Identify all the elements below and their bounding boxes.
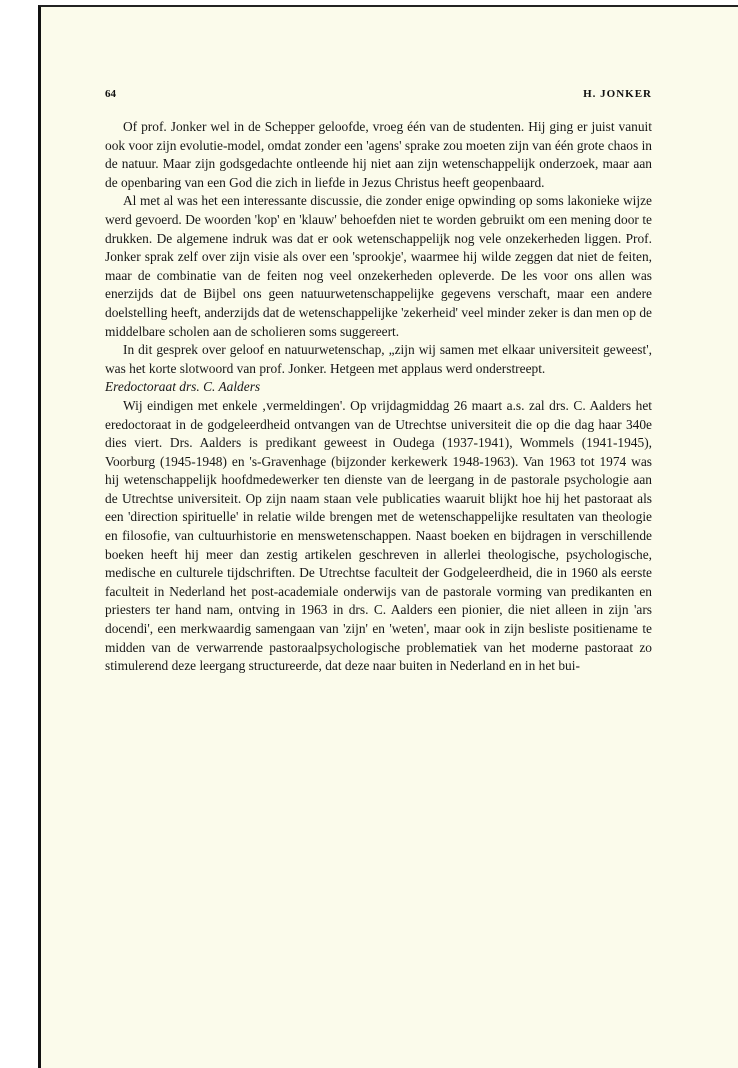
running-head: H. JONKER xyxy=(583,88,652,100)
paragraph-discussie: Al met al was het een interessante discussie, die zonder enige opwinding op soms lakonieke wijze werd gevoerd. De woorden 'kop' en 'klauw' behoefden niet te worden gebruikt om een mening door te drukken. De algemene indruk was dat er ook wetenschappelijk nog vele onzekerheden liggen. Prof. Jonker sprak zelf over zijn visie als over een 'sprookje', waarmee hij wilde zeggen dat niet de feiten, maar de combinatie van de feiten nog veel onzekerheden opleverde. De les voor ons allen was enerzijds dat de Bijbel ons geen natuurwetenschappelijke gegevens verschaft, maar een andere doelstelling heeft, anderzijds dat de wetenschappelijke 'zekerheid' veel minder zeker is dan men op de middelbare scholen aan de scholieren soms suggereert. xyxy=(105,193,652,339)
paragraph-eredoctoraat: Wij eindigen met enkele ‚vermeldingen'. Op vrijdagmiddag 26 maart a.s. zal drs. C. Aalders het eredoctoraat in de godgeleerdheid ontvangen van de Utrechtse universiteit die op die dag haar 340e dies viert. Drs. Aalders is predikant geweest in Oudega (1937-1941), Wommels (1941-1945), Voorburg (1945-1948) en 's-Gravenhage (bijzonder kerkewerk 1948-1963). Van 1963 tot 1974 was hij wetenschappelijk hoofdmedewerker ten dienste van de leergang in de pastorale psychologie aan de Utrechtse universiteit. Op zijn naam staan vele publicaties waaruit blijkt hoe hij het pastoraat als een 'direction spirituelle' in relatie wilde brengen met de wetenschappelijke resultaten van theologie en filosofie, van cultuurhistorie en menswetenschappen. Naast boeken en bijdragen in verschillende boeken heeft hij meer dan zestig artikelen geschreven in allerlei theologische, psychologische, medische en culturele tijdschriften. De Utrechtse faculteit der Godgeleerdheid, die in 1960 als eerste faculteit in Nederland het post-academiale onderwijs van de pastorale vorming van predikanten en priesters ter hand nam, ontving in 1963 in drs. C. Aalders een pionier, die niet alleen in zijn 'ars docendi', een merkwaardig samengaan van 'zijn' en 'weten', maar ook in zijn besliste positiename te midden van de verwarrende pastoraalpsychologische problematiek van het moderne pastoraat zo stimulerend deze leergang structureerde, dat deze naar buiten in Nederland en in het bui- xyxy=(105,397,652,674)
body-text xyxy=(105,118,652,676)
paragraph-slotwoord: In dit gesprek over geloof en natuurwetenschap, „zijn wij samen met elkaar universiteit geweest', was het korte slotwoord van prof. Jonker. Hetgeen met applaus werd onderstreept. xyxy=(105,342,652,376)
page-number: 64 xyxy=(105,88,116,100)
paragraph-schepper: Of prof. Jonker wel in de Schepper geloofde, vroeg één van de studenten. Hij ging er juist vanuit ook voor zijn evolutie-model, omdat zonder een 'agens' sprake zou moeten zijn van één grote chaos in de natuur. Maar zijn godsgedachte ontleende hij niet aan zijn wetenschappelijk onderzoek, maar aan de openbaring van een God die zich in liefde in Jezus Christus heeft geopenbaard. xyxy=(105,119,652,190)
section-heading: Eredoctoraat drs. C. Aalders xyxy=(105,379,261,395)
